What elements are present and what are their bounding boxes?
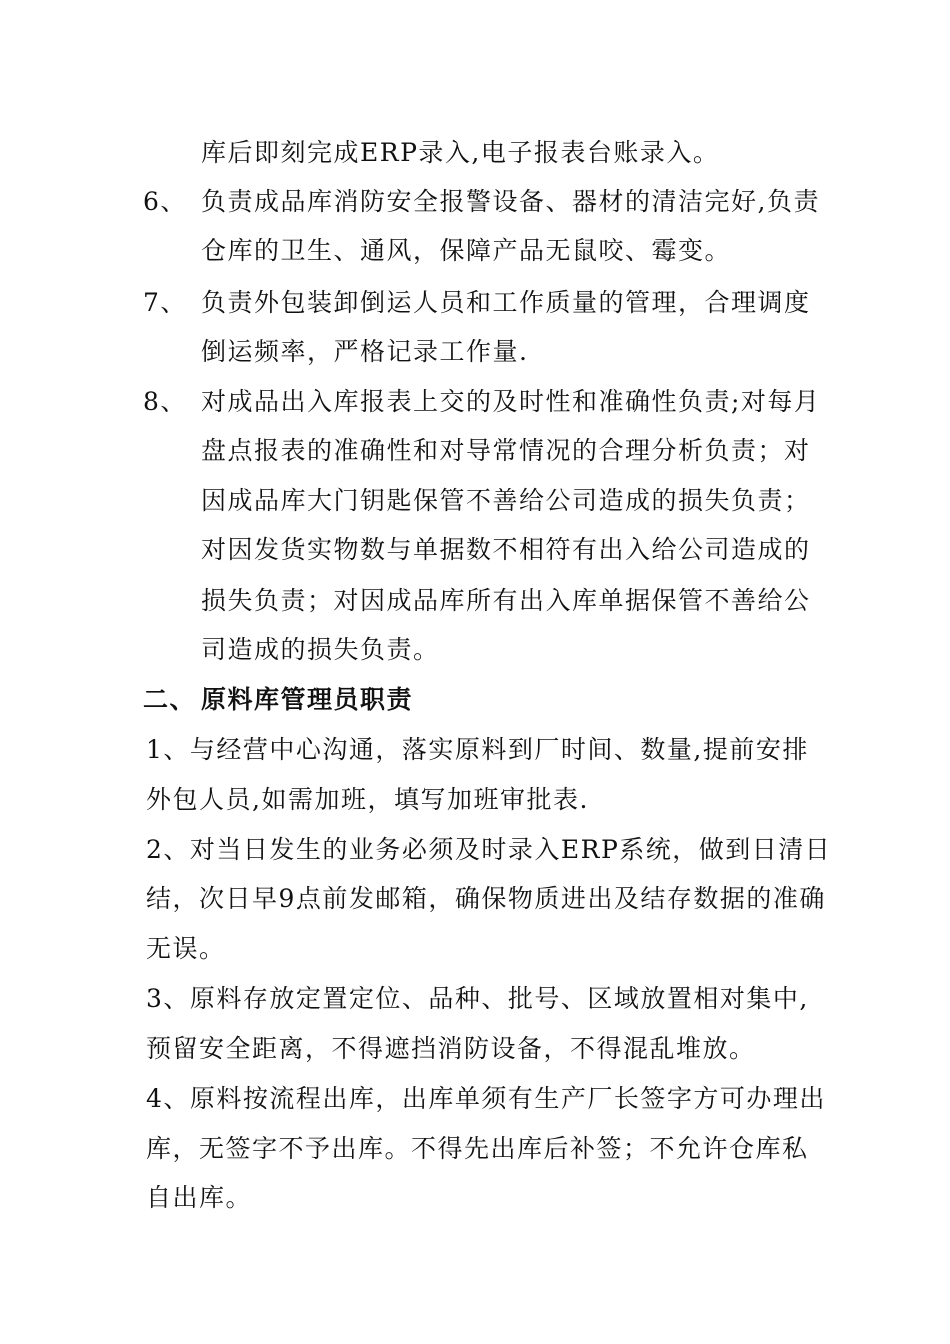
paragraph-line: 库后即刻完成ERP录入,电子报表台账录入。 [201, 138, 720, 167]
paragraph-line: 1、与经营中心沟通，落实原料到厂时间、数量,提前安排 [146, 735, 809, 764]
section-number: 二、 [143, 685, 197, 714]
list-item-8-line: 损失负责；对因成品库所有出入库单据保管不善给公 [201, 586, 811, 615]
list-item-7-line: 倒运频率，严格记录工作量. [201, 337, 529, 366]
paragraph-line: 库，无签字不予出库。不得先出库后补签；不允许仓库私 [146, 1134, 809, 1163]
paragraph-line: 3、原料存放定置定位、品种、批号、区域放置相对集中, [146, 984, 809, 1013]
list-item-8-line: 因成品库大门钥匙保管不善给公司造成的损失负责； [201, 486, 811, 515]
list-number-8: 8、 [143, 387, 187, 416]
list-item-7-line: 负责外包装卸倒运人员和工作质量的管理，合理调度 [201, 288, 811, 317]
paragraph-line: 4、原料按流程出库，出库单须有生产厂长签字方可办理出 [146, 1084, 826, 1113]
paragraph-line: 结，次日早9点前发邮箱，确保物质进出及结存数据的准确 [146, 884, 826, 913]
list-number-6: 6、 [143, 187, 187, 216]
section-heading: 原料库管理员职责 [201, 685, 414, 714]
list-item-8-line: 对因发货实物数与单据数不相符有出入给公司造成的 [201, 535, 811, 564]
list-number-7: 7、 [143, 288, 187, 317]
paragraph-line: 外包人员,如需加班，填写加班审批表. [146, 785, 589, 814]
list-item-8-line: 司造成的损失负责。 [201, 635, 440, 664]
list-item-6-line: 负责成品库消防安全报警设备、器材的清洁完好,负责 [201, 187, 820, 216]
list-item-6-line: 仓库的卫生、通风，保障产品无鼠咬、霉变。 [201, 236, 732, 265]
paragraph-line: 自出库。 [146, 1183, 253, 1212]
list-item-8-line: 对成品出入库报表上交的及时性和准确性负责;对每月 [201, 387, 821, 416]
paragraph-line: 无误。 [146, 934, 226, 963]
paragraph-line: 2、对当日发生的业务必须及时录入ERP系统，做到日清日 [146, 835, 832, 864]
list-item-8-line: 盘点报表的准确性和对导常情况的合理分析负责；对 [201, 436, 811, 465]
paragraph-line: 预留安全距离，不得遮挡消防设备，不得混乱堆放。 [146, 1034, 756, 1063]
